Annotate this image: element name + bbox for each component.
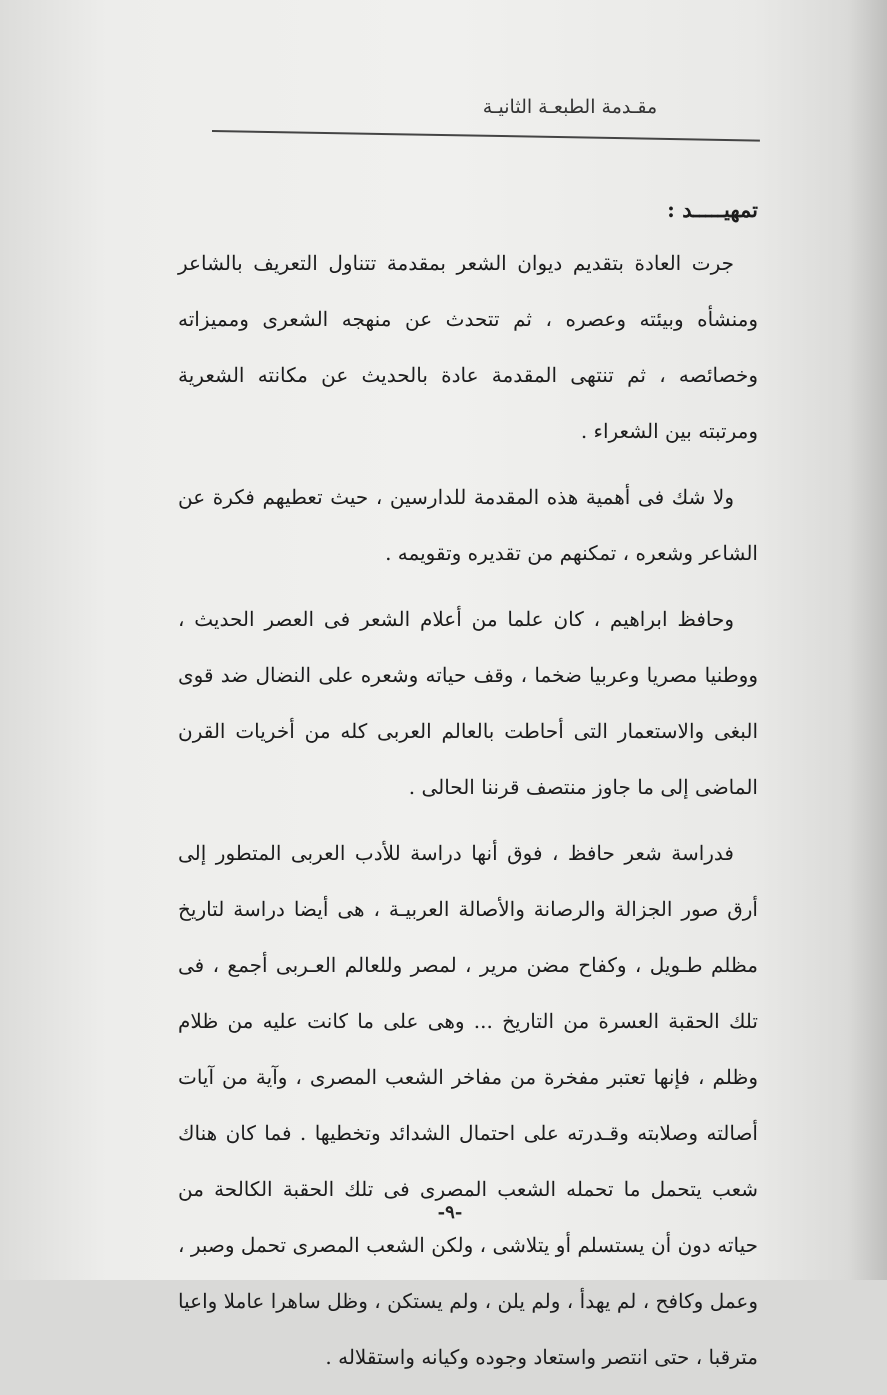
header-rule: [212, 130, 760, 142]
paragraph: ولا شك فى أهمية هذه المقدمة للدارسين ، حيث تعطيهم فكرة عن الشاعر وشعره ، تمكنهم من تقديره وتقويمه .: [178, 485, 758, 565]
page-number: -٩-: [437, 1202, 463, 1223]
paragraph: فدراسة شعر حافظ ، فوق أنها دراسة للأدب العربى المتطور إلى أرق صور الجزالة والرصانة والأصالة العربيـة ، هى أيضا دراسة لتاريخ مظلم طـويل ، وكفاح مضن مرير ، لمصر وللعالم العـربى أجمع ، فى تلك الحقبة العسرة من التاريخ ... وهى على ما كانت عليه من ظلام وظلم ، فإنها تعتبر مفخرة من مفاخر الشعب المصرى ، وآية من آيات أصالته وصلابته وقـدرته على احتمال الشدائد وتخطيها . فما كان هناك شعب يتحمل ما تحمله الشعب المصرى فى تلك الحقبة الكالحة من حياته دون أن يستسلم أو يتلاشى ، ولكن الشعب المصرى تحمل وصبر ، وعمل وكافح ، لم يهدأ ، ولم يلن ، ولم يستكن ، وظل ساهرا عاملا واعيا مترقبا ، حتى انتصر واستعاد وجوده وكيانه واستقلاله .: [178, 841, 758, 1369]
paragraph: وحافظ ابراهيم ، كان علما من أعلام الشعر فى العصر الحديث ، ووطنيا مصريا وعربيا ضخما ، وقف حياته وشعره على النضال ضد قوى البغى والاستعمار التى أحاطت بالعالم العربى كله من أخريات القرن الماضى إلى ما جاوز منتصف قرننا الحالى .: [178, 607, 758, 799]
section-heading: تمهيـــــد :: [667, 197, 758, 222]
spine-shadow: [847, 0, 887, 1280]
paragraph: جرت العادة بتقديم ديوان الشعر بمقدمة تتناول التعريف بالشاعر ومنشأه وبيئته وعصره ، ثم تتحدث عن منهجه الشعرى ومميزاته وخصائصه ، ثم تنتهى المقدمة عادة بالحديث عن مكانته الشعرية ومرتبته بين الشعراء .: [178, 251, 758, 443]
running-header: مقـدمة الطبعـة الثانيـة: [482, 96, 658, 118]
